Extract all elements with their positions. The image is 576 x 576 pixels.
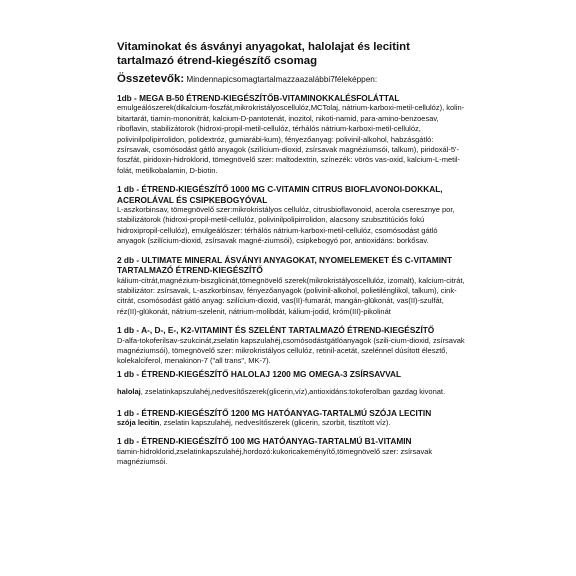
document-title: Vitaminokat és ásványi anyagokat, halolajat és lecitint tartalmazó étrend-kiegészítő csomag xyxy=(117,41,410,67)
section-body-text: tiamin-hidroklorid,zselatinkapszulahéj,hordozó:kukoricakeményítő,tömegnövelő szer: zsírsavak magnéziumsói. xyxy=(117,446,433,467)
section-body-text: L-aszkorbinsav, tömegnövelő szer:mikrokristályos cellulóz, citrusbioflavonoid, acerola cseresznye por, stabilizátorok (hidroxi-propil-metil-cellulóz, polivinilpolipirrolidon, alacsony szubsztitúciós fokú hidroxipropil-cellulóz), emulgeálószer: térhálós nátrium-karboxi-metil-cellulóz, csomósodást gátló anyagok (szilícium-dioxid, zsírsavak magné-ziumsói), csipkebogyó por, antioxidáns: borkősav. xyxy=(117,205,455,246)
section-body xyxy=(117,336,467,367)
section-body xyxy=(117,276,467,318)
section-body-text: emulgeálószerek(dikalcium-foszfát,mikrokristályoscellulóz,MCTolaj, nátrium-karboxi-metil-cellulóz), kolin-bitartarát, tiamin-mononitrát, kalcium-D-pantotenát, inozitol, nikoti-namid, para-amino-benzoesav, riboflavin, stabilizátorok (hidroxi-propil-metil-cellulóz, térhálós nátrium-karboxi-metil-cellulóz, polivinilpolipirrolidon, polidextróz, gumiarábi-kum), fényezőanyag: polivinil-alkohol, habzásgátló: zsírsavak, csomósodást gátló anyagok (szilícium-dioxid, zsírsavak magnéziumsói, talkum), piridoxál-5'-foszfát, piridoxin-hidroklorid, tömegnövelő szer: maltodextrin, színezék: vörös vas-oxid, kalcium-L-metil-folát, metilkobalamin, D-biotin. xyxy=(117,103,465,175)
section-title: 2 db - ULTIMATE MINERAL ÁSVÁNYI ANYAGOKAT, NYOMELEMEKET ÉS C-VITAMINT TARTALMAZÓ ÉTREND-KIEGÉSZÍTŐ xyxy=(117,254,453,276)
section-body-lead: halolaj xyxy=(117,387,141,397)
section-body-text: , zselatin kapszulahéj, nedvesítőszerek (glicerin, szorbit, tisztított víz). xyxy=(159,417,391,427)
document-page xyxy=(117,40,467,476)
section-body xyxy=(117,387,467,397)
ingredients-heading xyxy=(117,74,467,85)
section-body-lead: szója lecitin xyxy=(117,417,160,427)
section-body xyxy=(117,205,467,247)
section-title: 1 db - A-, D-, E-, K2-VITAMINT ÉS SZELÉNT TARTALMAZÓ ÉTREND-KIEGÉSZÍTŐ xyxy=(117,325,435,336)
section-body xyxy=(117,418,467,428)
section-title: 1 db - ÉTREND-KIEGÉSZÍTŐ HALOLAJ 1200 MG OMEGA-3 ZSÍRSAVVAL xyxy=(117,368,402,379)
ingredients-label: Összetevők: xyxy=(117,73,185,85)
section-vitamin-b1 xyxy=(117,436,467,467)
section-title: 1db - MEGA B-50 ÉTREND-KIEGÉSZÍTŐB-VITAMINOKKALÉSFOLÁTTAL xyxy=(117,93,400,103)
section-soy-lecithin xyxy=(117,408,467,429)
section-body-text: , zselatinkapszulahéj,nedvesítőszerek(glicerin,víz),antioxidáns:tokoferolban gazdag kivonat. xyxy=(140,387,446,397)
section-body xyxy=(117,103,467,176)
section-title: 1 db - ÉTREND-KIEGÉSZÍTŐ 1200 MG HATÓANYAG-TARTALMÚ SZÓJA LECITIN xyxy=(117,407,432,418)
ingredients-intro: Mindennapicsomagtartalmazzaazalábbi7féleképpen: xyxy=(186,75,378,84)
section-fish-oil xyxy=(117,369,467,398)
section-title: 1 db - ÉTREND-KIEGÉSZÍTŐ 100 MG HATÓANYAG-TARTALMÚ B1-VITAMIN xyxy=(117,436,412,447)
section-body-text: D-alfa-tokoferilsav-szukcinát,zselatin kapszulahéj,csomósodástgátlóanyagok (szili-cium-dioxid, zsírsavak magnéziumsói), tömegnövelő szer: mikrokristályos cellulóz, retinil-acetát, szelénnel dúsított élesztő, kolekalciferol, menakinon-7 ("all trans", MK-7). xyxy=(117,335,465,366)
section-body xyxy=(117,447,467,468)
section-title: 1 db - ÉTREND-KIEGÉSZÍTŐ 1000 MG C-VITAMIN CITRUS BIOFLAVONOI-DOKKAL, ACEROLÁVAL ÉS CSIPKEBOGYÓVAL xyxy=(117,184,443,205)
section-body-text: kálium-citrát,magnézium-biszglicinát,tömegnövelő szerek(mikrokristályoscellulóz, izomalt), kalcium-citrát, stabilizátor: zsírsavak, L-aszkorbinsav, fényezőanyagok (polivinil-alkohol, polietilénglikol, talkum), cink-citrát, csomósodást gátló anyag: szilícium-dioxid, vas(II)-fumarát, mangán-glükonát, vas(II)-szulfát, réz(II)-glükonát, nátrium-szelenit, nátrium-molibdát, kálium-jodid, króm(III)-pikolinát xyxy=(117,275,465,316)
section-ultimate-mineral xyxy=(117,255,467,317)
section-vitamin-adek xyxy=(117,325,467,367)
section-vitamin-c xyxy=(117,184,467,246)
section-mega-b50 xyxy=(117,93,467,176)
